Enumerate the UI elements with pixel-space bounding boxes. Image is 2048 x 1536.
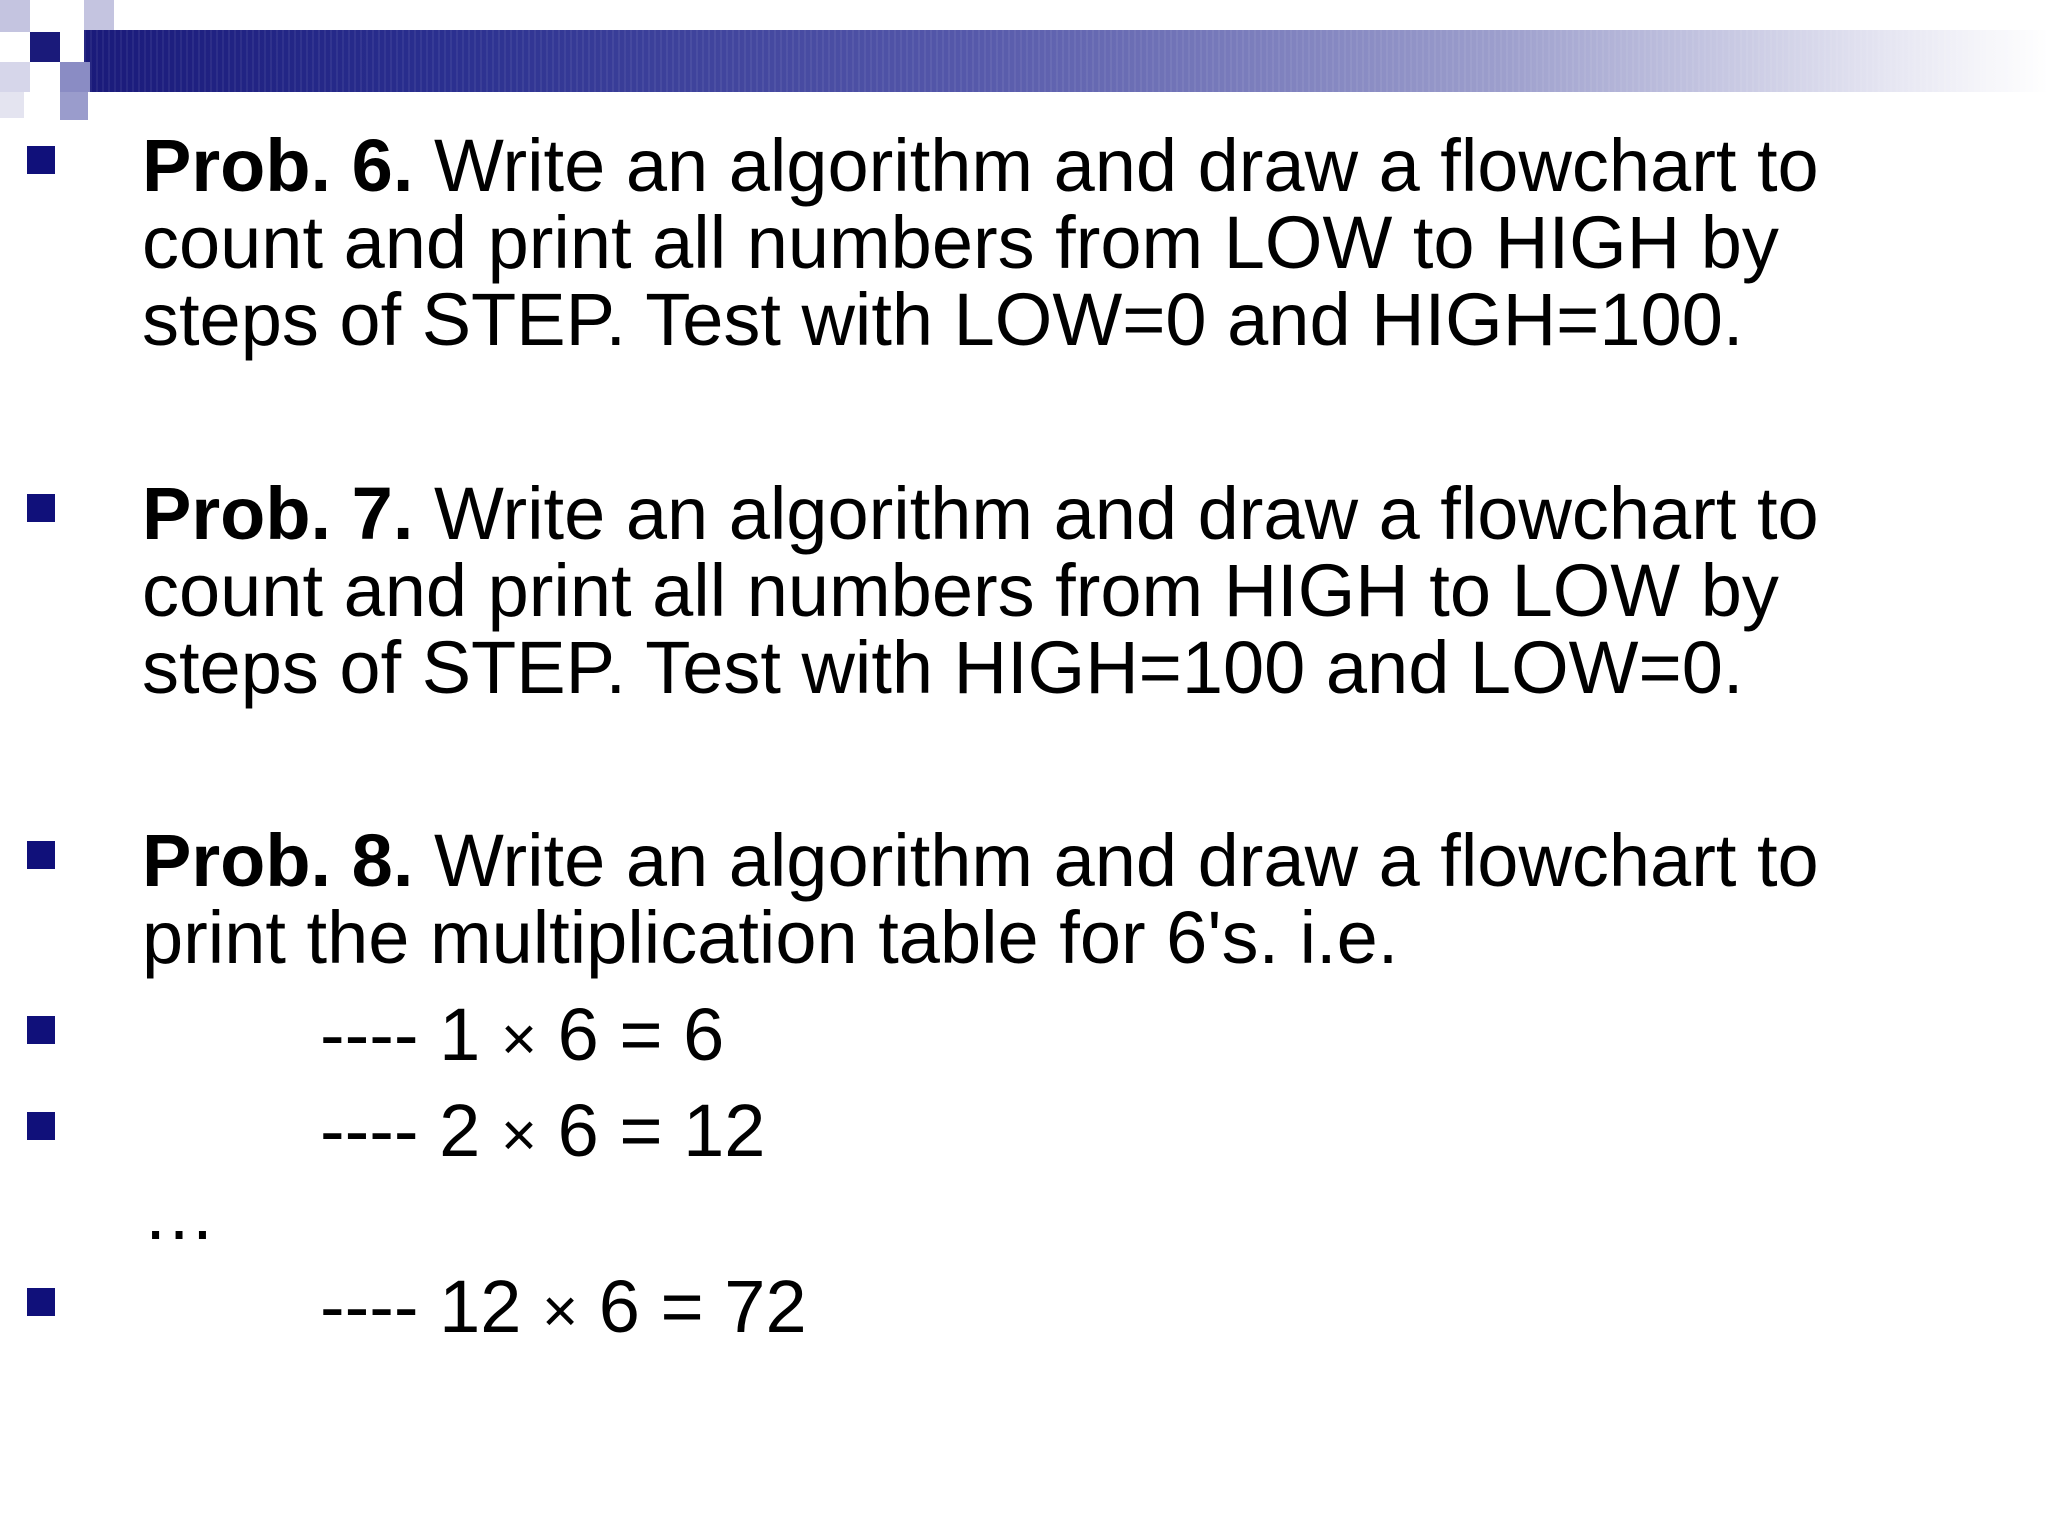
- problem-6-text: [142, 124, 2022, 361]
- square-bullet-icon: [27, 146, 55, 174]
- problem-label: Prob. 8.: [142, 819, 414, 902]
- square-bullet-icon: [27, 1112, 55, 1140]
- problem-line: Write an algorithm and draw a flowchart to: [433, 819, 1819, 902]
- formula-prefix: ----: [320, 1089, 419, 1172]
- square-bullet-icon: [27, 1288, 55, 1316]
- problem-8-text: [142, 819, 2022, 979]
- problem-label: Prob. 7.: [142, 472, 414, 555]
- formula-right: 6 = 6: [557, 993, 725, 1076]
- formula-left: 12: [439, 1265, 522, 1348]
- formula-left: 2: [439, 1089, 481, 1172]
- problem-line: Write an algorithm and draw a flowchart to: [433, 124, 1819, 207]
- times-symbol: ×: [542, 1277, 579, 1346]
- formula-prefix: ----: [320, 1265, 419, 1348]
- square-bullet-icon: [27, 494, 55, 522]
- multiplication-formula: [320, 993, 725, 1078]
- square-bullet-icon: [27, 1016, 55, 1044]
- multiplication-formula: [320, 1265, 807, 1350]
- problem-label: Prob. 6.: [142, 124, 414, 207]
- problem-line: print the multiplication table for 6's. i.e.: [142, 896, 1399, 979]
- multiplication-formula: [320, 1089, 766, 1174]
- problem-line: steps of STEP. Test with LOW=0 and HIGH=100.: [142, 278, 1744, 361]
- square-bullet-icon: [27, 841, 55, 869]
- problem-line: count and print all numbers from HIGH to LOW by: [142, 549, 1779, 632]
- formula-right: 6 = 72: [598, 1265, 807, 1348]
- problem-7-text: [142, 472, 2022, 709]
- times-symbol: ×: [500, 1005, 538, 1074]
- problem-line: count and print all numbers from LOW to HIGH by: [142, 201, 1779, 284]
- problem-line: steps of STEP. Test with HIGH=100 and LOW=0.: [142, 626, 1744, 709]
- times-symbol: ×: [500, 1101, 538, 1170]
- ellipsis: …: [142, 1172, 216, 1255]
- formula-left: 1: [439, 993, 481, 1076]
- formula-prefix: ----: [320, 993, 419, 1076]
- problem-line: Write an algorithm and draw a flowchart to: [433, 472, 1819, 555]
- formula-right: 6 = 12: [557, 1089, 766, 1172]
